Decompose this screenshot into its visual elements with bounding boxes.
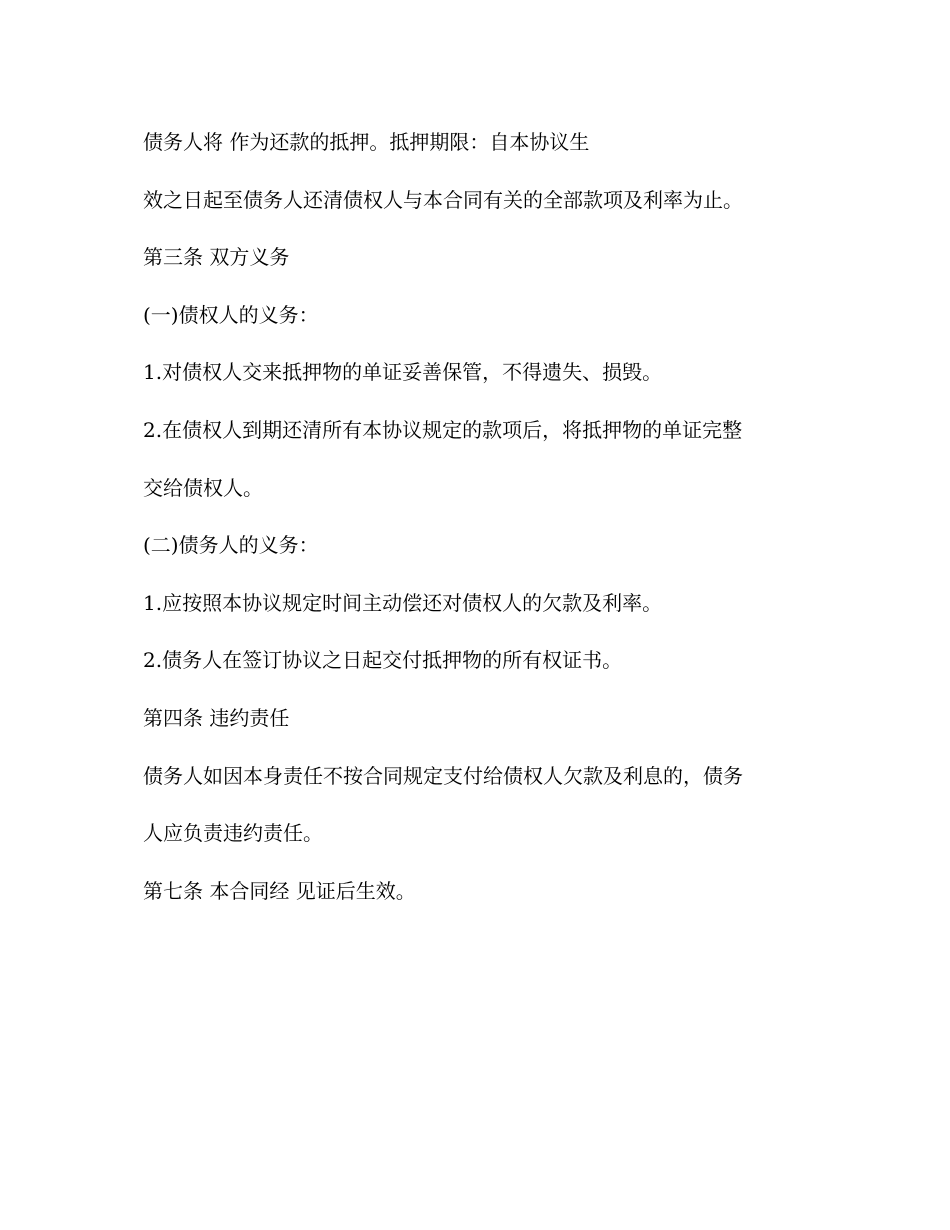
creditor-duty-2: 2.在债权人到期还清所有本协议规定的款项后，将抵押物的单证完整	[143, 417, 743, 442]
heading-article-3: 第三条 双方义务	[143, 245, 290, 270]
paragraph-mortgage-term-cont: 效之日起至债务人还清债权人与本合同有关的全部款项及利率为止。	[143, 187, 743, 212]
debtor-duty-2: 2.债务人在签订协议之日起交付抵押物的所有权证书。	[143, 648, 623, 673]
debtor-duty-1: 1.应按照本协议规定时间主动偿还对债权人的欠款及利率。	[143, 590, 663, 615]
document-body	[143, 122, 843, 928]
creditor-duty-1: 1.对债权人交来抵押物的单证妥善保管，不得遗失、损毁。	[143, 360, 663, 385]
heading-article-7: 第七条 本合同经 见证后生效。	[143, 878, 416, 903]
paragraph-mortgage-term: 债务人将 作为还款的抵押。抵押期限：自本协议生	[143, 130, 590, 154]
paragraph-breach-cont: 人应负责违约责任。	[143, 821, 323, 846]
subheading-debtor-duties: (二)债务人的义务：	[143, 533, 319, 558]
paragraph-breach: 债务人如因本身责任不按合同规定支付给债权人欠款及利息的，债务	[143, 763, 743, 788]
heading-article-4: 第四条 违约责任	[143, 705, 290, 730]
creditor-duty-2-cont: 交给债权人。	[143, 475, 263, 500]
subheading-creditor-duties: (一)债权人的义务：	[143, 302, 319, 327]
